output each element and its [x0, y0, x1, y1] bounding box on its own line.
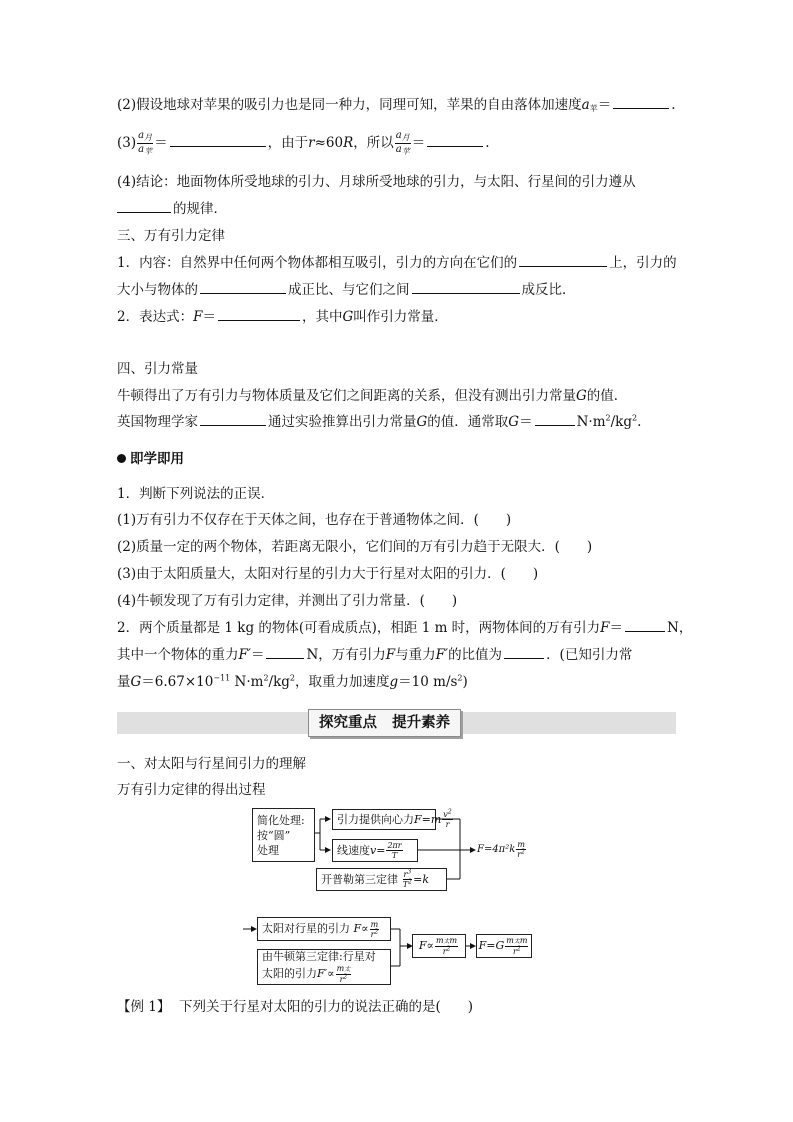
- proportional-box: F ∝ $\frac{\text{m太m}}{r^2}$: [412, 934, 466, 958]
- example-1: 【例 1】 下列关于行星对太阳的引力的说法正确的是( ): [117, 999, 474, 1015]
- section-3-title: 三、万有引力定律: [117, 228, 225, 244]
- velocity-box: 线速度 v = $\frac{2\pi r}{T}$: [332, 839, 418, 862]
- statement-3: (3)由于太阳质量大，太阳对行星的引力大于行星对太阳的引力．( ): [117, 566, 539, 582]
- ratio-fraction: $\frac{a_月}{a_苹}$: [138, 130, 153, 156]
- question-2: (2)假设地球对苹果的吸引力也是同一种力，同理可知，苹果的自由落体加速度$a_苹=$ .: [117, 97, 676, 113]
- law-content-line2: 大小与物体的 成正比、与它们之间 成反比．: [117, 282, 576, 298]
- practice-q2-line3: 量$G=6.67\times 10^{-11}$ $N\cdot m^2/kg^2$，取重力加速度g＝10 $m/s^2$): [117, 673, 468, 690]
- ratio-fraction: $\frac{a_月}{a_苹}$: [395, 130, 410, 156]
- question-3: (3) $\frac{a_月}{a_苹}$ ＝ ，由于r≈60R，所以 $\frac{a_月}{a_苹}$ ＝ .: [117, 130, 490, 156]
- result-formula: F=4π²k $\frac{m}{r^2}$: [477, 840, 525, 859]
- section-4-title: 四、引力常量: [117, 361, 198, 377]
- question-4-line2: 的规律．: [117, 199, 227, 219]
- gravitation-formula-box: F = G $\frac{\text{m太m}}{r^2}$: [476, 934, 532, 958]
- question-4-line1: (4)结论：地面物体所受地球的引力、月球所受地球的引力，与太阳、行星间的引力遵从: [117, 174, 636, 190]
- statement-2: (2)质量一定的两个物体，若距离无限小，它们间的万有引力趋于无限大．( ): [117, 539, 593, 555]
- statement-4: (4)牛顿发现了万有引力定律，并测出了引力常量．( ): [117, 593, 458, 609]
- practice-q2-line2: 其中一个物体的重力F′＝ N，万有引力F与重力F′的比值为 ．(已知引力常: [117, 647, 633, 663]
- constant-line2: 英国物理学家 通过实验推算出引力常量G的值．通常取$G= N\cdot m^2/kg^2$.: [117, 413, 642, 430]
- sun-on-planet-box: 太阳对行星的引力 F ∝ $\frac{m}{r^2}$: [257, 917, 391, 941]
- newton-third-law-box: 由牛顿第三定律:行星对 太阳的引力 F′ ∝ $\frac{\text{m太}}{r^2}$: [257, 949, 391, 985]
- explore-subtitle: 万有引力定律的得出过程: [117, 782, 266, 798]
- constant-line1: 牛顿得出了万有引力与物体质量及它们之间距离的关系，但没有测出引力常量G的值．: [117, 388, 628, 404]
- explore-title: 一、对太阳与行星间引力的理解: [117, 756, 306, 772]
- statement-1: (1)万有引力不仅存在于天体之间，也存在于普通物体之间．( ): [117, 512, 512, 528]
- practice-q1: 1．判断下列说法的正误．: [117, 486, 275, 502]
- law-expression: 2．表达式：F＝ ，其中G叫作引力常量．: [117, 309, 448, 325]
- quick-practice-title: 即学即用: [117, 449, 184, 469]
- section-banner: 探究重点 提升素养: [308, 709, 461, 737]
- simplify-box: 简化处理: 按“圆” 处理: [252, 808, 315, 862]
- law-content-line1: 1．内容：自然界中任何两个物体都相互吸引，引力的方向在它们的 上，引力的: [117, 255, 677, 271]
- centripetal-box: 引力提供向心力 F = m $\frac{v^2}{r}$: [332, 809, 436, 830]
- kepler-box: 开普勒第三定律 $\frac{r^3}{T^2}$ = k: [316, 868, 447, 891]
- practice-q2-line1: 2．两个质量都是 1 kg 的物体(可看成质点)，相距 1 m 时，两物体间的万有引力F＝ N，: [117, 620, 693, 636]
